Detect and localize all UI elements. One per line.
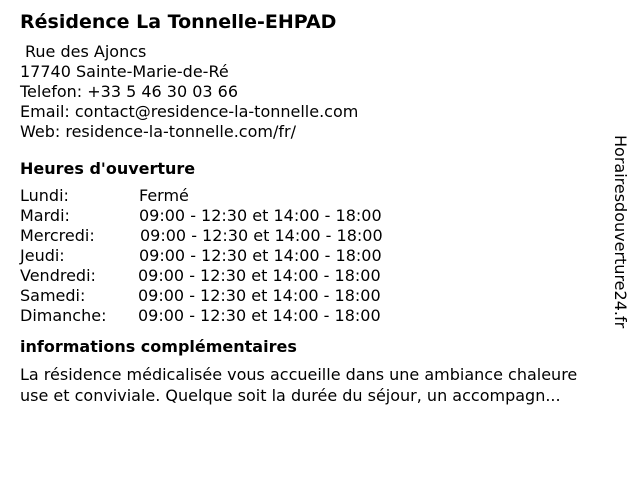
info-heading: informations complémentaires: [20, 337, 297, 356]
hours-row-lundi: [20, 186, 610, 206]
opening-hours-table: [20, 186, 610, 326]
hours-row-mercredi: [20, 226, 610, 246]
hours-row-dimanche: [20, 306, 610, 326]
description-line: La résidence médicalisée vous accueille dans une ambiance chaleure: [20, 365, 578, 384]
page-title: Résidence La Tonnelle-EHPAD: [20, 11, 337, 33]
day-label: Samedi:: [20, 286, 86, 305]
hours-row-mardi: [20, 206, 610, 226]
brand-watermark: Horairesdouverture24.fr: [611, 135, 630, 329]
day-label: Vendredi:: [20, 266, 96, 285]
time-value: Fermé: [139, 186, 189, 205]
hours-row-jeudi: [20, 246, 610, 266]
time-value: 09:00 - 12:30 et 14:00 - 18:00: [139, 246, 382, 265]
time-value: 09:00 - 12:30 et 14:00 - 18:00: [138, 306, 381, 325]
time-value: 09:00 - 12:30 et 14:00 - 18:00: [138, 266, 381, 285]
description-line: use et conviviale. Quelque soit la durée du séjour, un accompagn...: [20, 386, 561, 405]
day-label: Mardi:: [20, 206, 70, 225]
time-value: 09:00 - 12:30 et 14:00 - 18:00: [139, 206, 382, 225]
hours-row-samedi: [20, 286, 610, 306]
contact-block: [20, 42, 610, 142]
time-value: 09:00 - 12:30 et 14:00 - 18:00: [138, 286, 381, 305]
business-card: [20, 10, 610, 406]
time-value: 09:00 - 12:30 et 14:00 - 18:00: [140, 226, 383, 245]
day-label: Jeudi:: [20, 246, 65, 265]
web-line[interactable]: Web: residence-la-tonnelle.com/fr/: [20, 122, 296, 141]
day-label: Dimanche:: [20, 306, 107, 325]
city-address: 17740 Sainte-Marie-de-Ré: [20, 62, 229, 81]
day-label: Lundi:: [20, 186, 69, 205]
email-line[interactable]: Email: contact@residence-la-tonnelle.com: [20, 102, 359, 121]
phone-line[interactable]: Telefon: +33 5 46 30 03 66: [20, 82, 239, 101]
day-label: Mercredi:: [20, 226, 95, 245]
hours-heading: Heures d'ouverture: [20, 159, 196, 178]
hours-row-vendredi: [20, 266, 610, 286]
description: [20, 364, 620, 406]
street-address: Rue des Ajoncs: [25, 42, 147, 61]
